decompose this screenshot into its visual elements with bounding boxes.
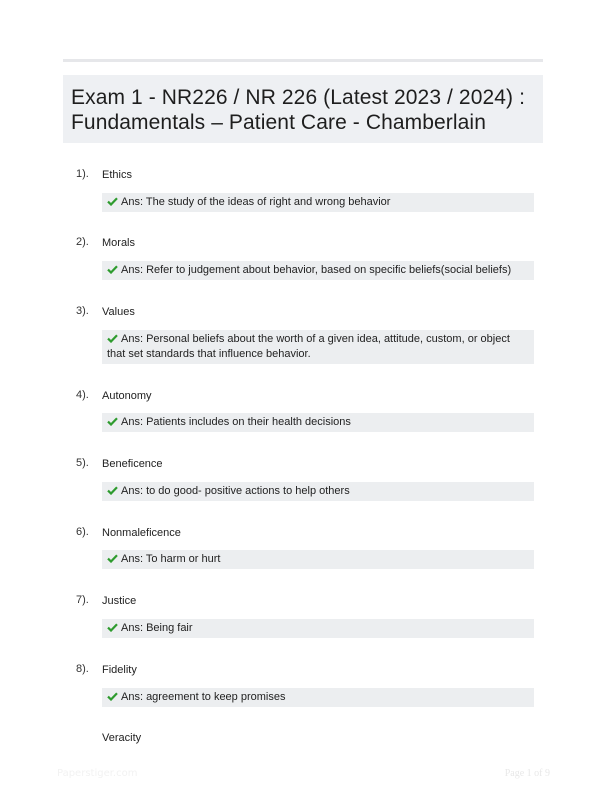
answer-box [102, 688, 534, 707]
answer-box [102, 619, 534, 638]
answer-box [102, 550, 534, 569]
page-indicator: Page 1 of 9 [504, 768, 550, 779]
top-divider [63, 59, 543, 62]
question-number: 6). [76, 526, 89, 538]
footer-watermark: Paperstiger.com [57, 768, 138, 779]
question-term: Nonmaleficence [102, 527, 181, 539]
check-icon [107, 197, 118, 206]
answer-text: Ans: Being fair [121, 622, 193, 634]
check-icon [107, 334, 118, 343]
question-number: 2). [76, 236, 89, 248]
answer-text: Ans: to do good- positive actions to help others [121, 485, 350, 497]
question-number: 7). [76, 594, 89, 606]
answer-text: Ans: Personal beliefs about the worth of a given idea, attitude, custom, or object that set standards that influence behavior. [107, 333, 510, 360]
check-icon [107, 623, 118, 632]
check-icon [107, 692, 118, 701]
title-block [63, 75, 543, 143]
page-title: Exam 1 - NR226 / NR 226 (Latest 2023 / 2024) : Fundamentals – Patient Care - Chamberlain [71, 86, 525, 134]
question-number: 1). [76, 168, 89, 180]
answer-text: Ans: To harm or hurt [121, 553, 221, 565]
question-term: Autonomy [102, 390, 152, 402]
question-term: Beneficence [102, 458, 163, 470]
answer-text: Ans: agreement to keep promises [121, 691, 286, 703]
answer-text: Ans: The study of the ideas of right and wrong behavior [121, 196, 391, 208]
check-icon [107, 265, 118, 274]
answer-text: Ans: Refer to judgement about behavior, based on specific beliefs(social beliefs) [121, 264, 512, 276]
question-term: Ethics [102, 169, 132, 181]
question-term: Morals [102, 237, 136, 249]
answer-text: Ans: Patients includes on their health decisions [121, 416, 351, 428]
check-icon [107, 554, 118, 563]
check-icon [107, 486, 118, 495]
question-term: Justice [102, 595, 137, 607]
answer-box [102, 482, 534, 501]
answer-box [102, 261, 534, 280]
question-term: Values [102, 306, 135, 318]
question-number: 8). [76, 663, 89, 675]
answer-box [102, 193, 534, 212]
question-number: 4). [76, 389, 89, 401]
question-number: 5). [76, 457, 89, 469]
answer-box [102, 413, 534, 432]
question-number: 3). [76, 305, 89, 317]
check-icon [107, 417, 118, 426]
answer-box [102, 330, 534, 364]
question-term: Veracity [102, 732, 142, 744]
question-term: Fidelity [102, 664, 137, 676]
